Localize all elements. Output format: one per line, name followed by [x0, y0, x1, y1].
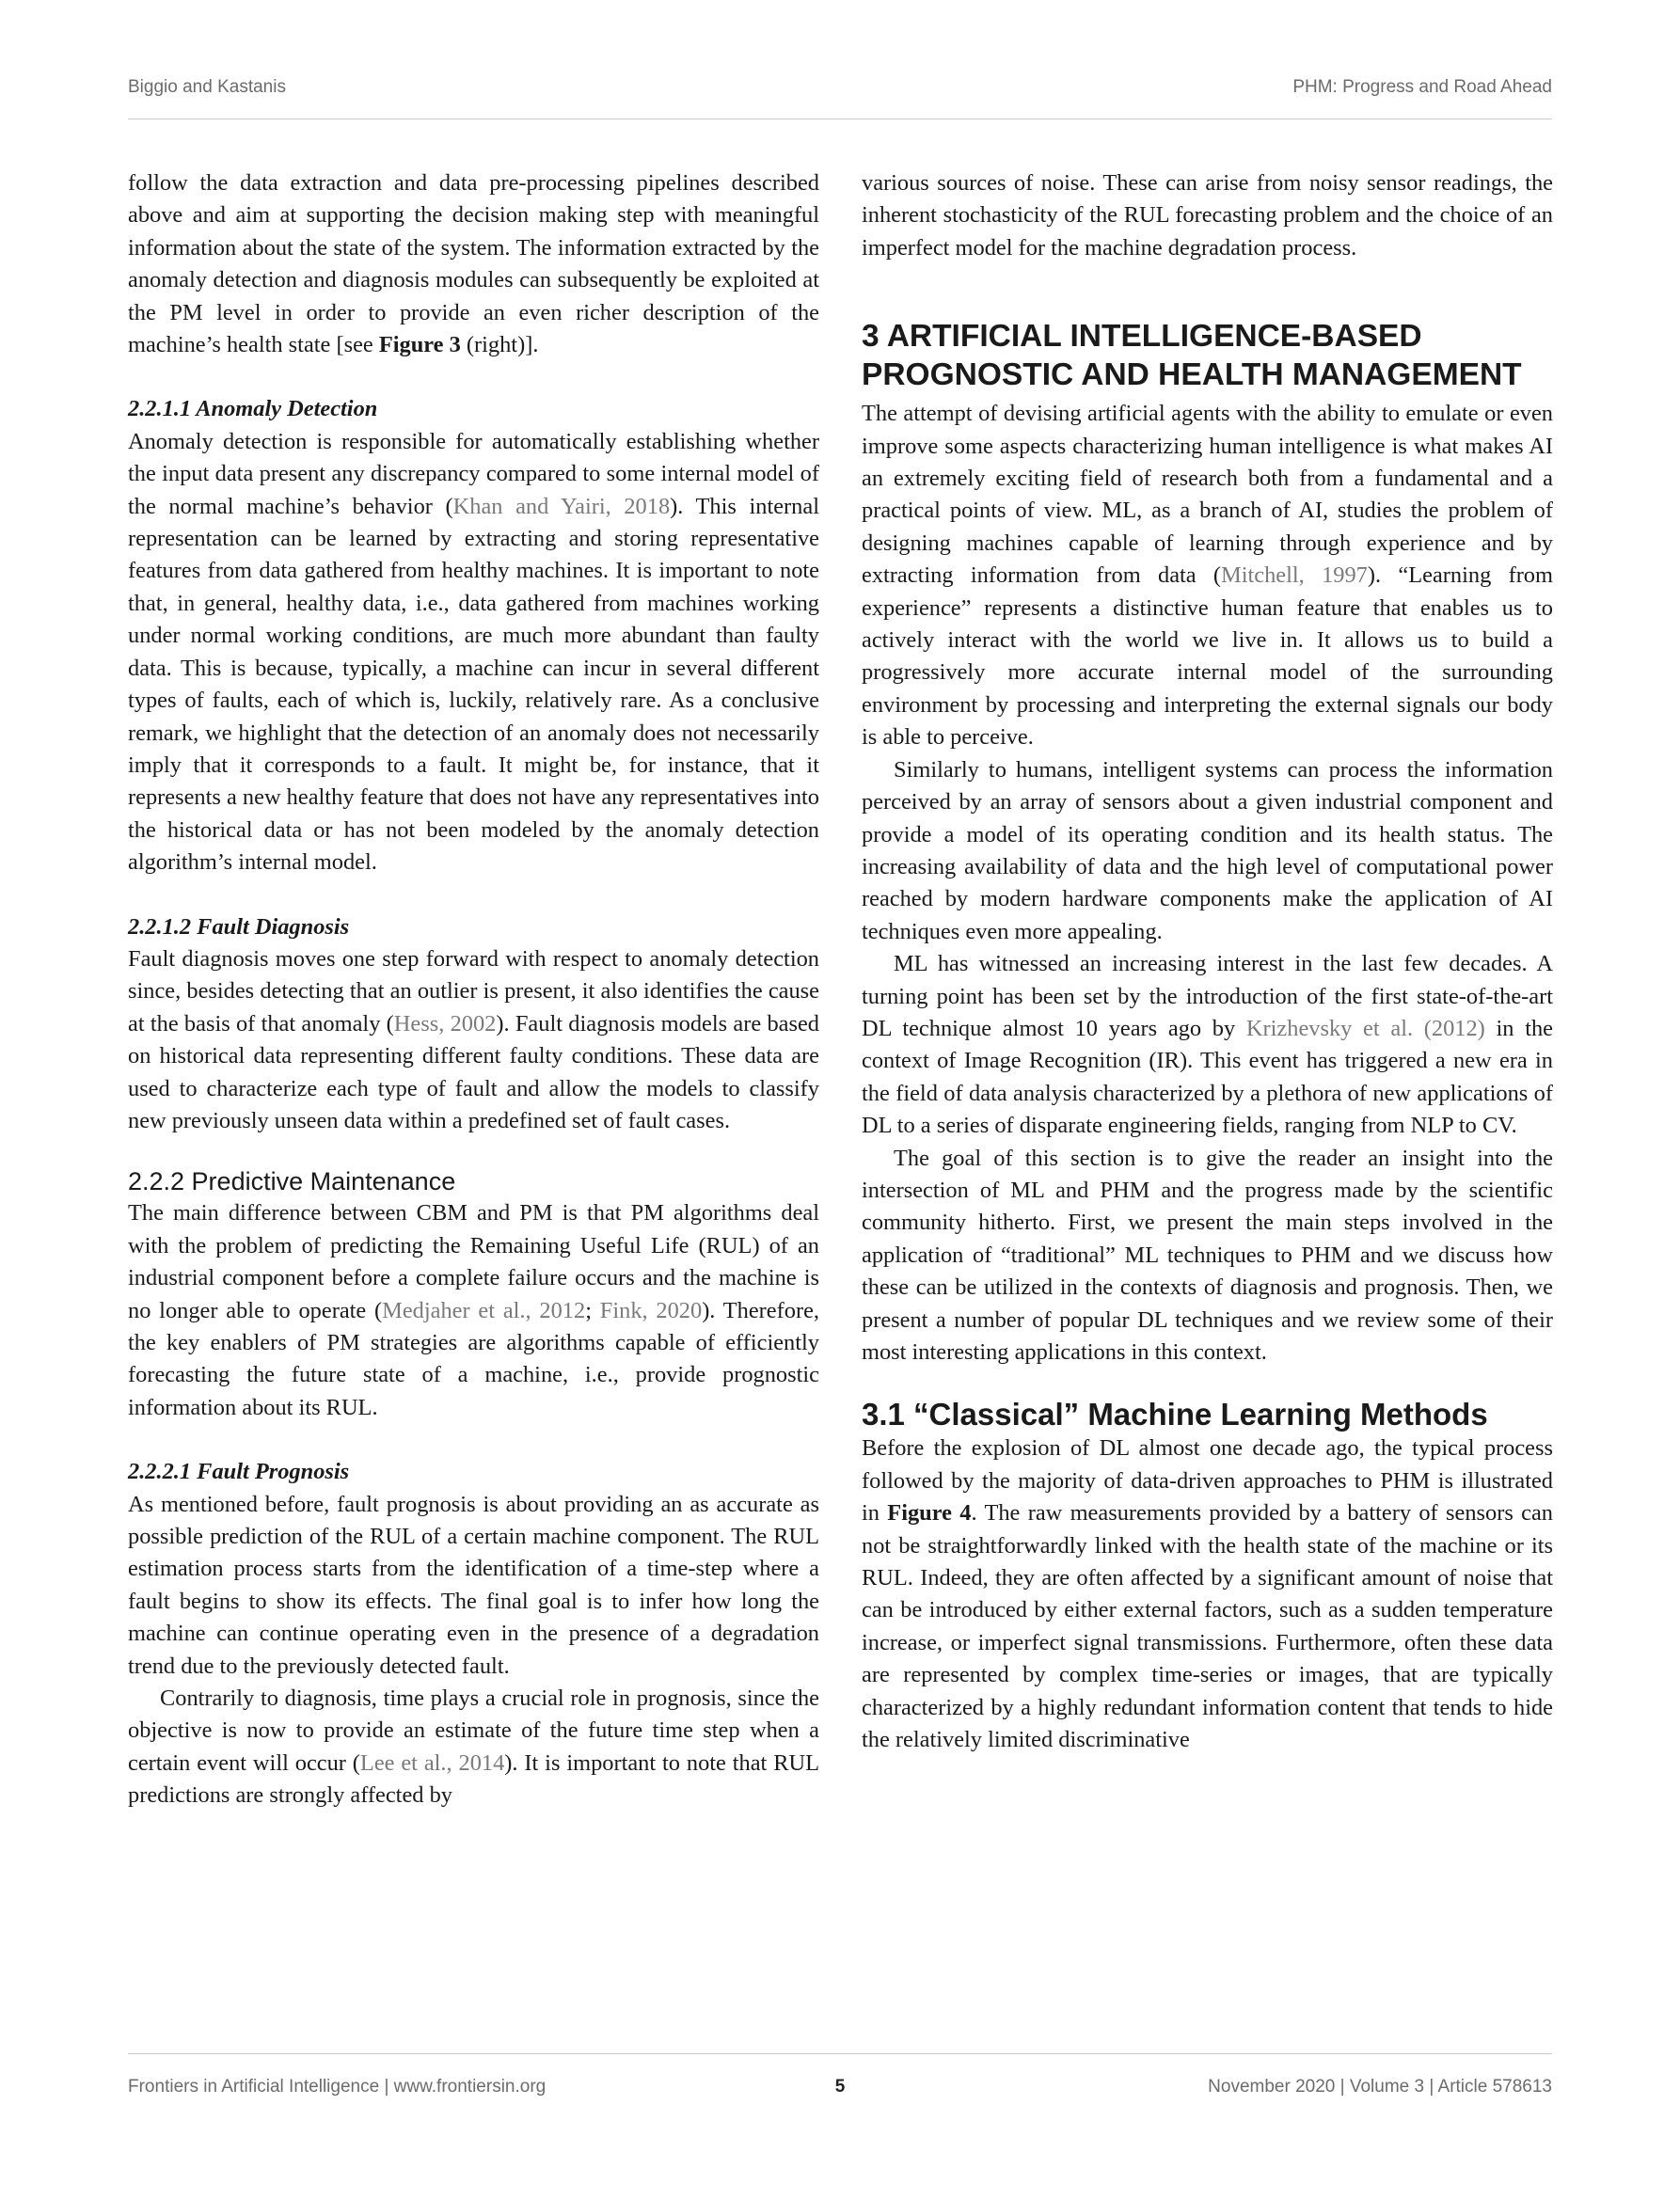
page-number: 5 [834, 2077, 846, 2097]
prognosis-paragraph-2 [128, 1683, 819, 1812]
page-footer [128, 2077, 1552, 2105]
intro-text: follow the data extraction and data pre-processing pipelines described above and aim at supporting the decision making step with meaningful information about the state of the system. The information extracted by the anomaly detection and diagnosis modules can subsequently be exploited at the PM level in order to provide an even richer description of the machine’s health state [see [128, 170, 819, 358]
footer-issue: November 2020 | Volume 3 | Article 578613 [1208, 2077, 1552, 2097]
citation-hess[interactable]: Hess, 2002 [393, 1010, 497, 1037]
s3-text-a: The attempt of devising artificial agents with the ability to emulate or even improve some aspects characterizing human intelligence is what makes AI an extremely exciting field of research both from a fundamental and a practical points of view. ML, as a branch of AI, studies the problem of designing machines capable of learning through experience and by extracting information from data ( [862, 401, 1553, 589]
s3p3-text-a: ML has witnessed an increasing interest in the last few decades. A turning point has been set by the introduction of the first state-of-the-art DL technique almost 10 years ago by [862, 951, 1553, 1041]
prognosis-paragraph-1: As mentioned before, fault prognosis is about providing an as accurate as possible prediction of the RUL of a certain machine component. The RUL estimation process starts from the identification of a time-step where a fault begins to show its effects. The final goal is to infer how long the machine can continue operating even in the presence of a degradation trend due to the previously detected fault. [128, 1491, 819, 1679]
anomaly-text-a: Anomaly detection is responsible for automatically establishing whether the input data present any discrepancy compared to some internal model of the normal machine’s behavior ( [128, 428, 819, 519]
header-authors: Biggio and Kastanis [128, 77, 286, 97]
diagnosis-text-b: ). Fault diagnosis models are based on historical data representing different faulty conditions. These data are used to characterize each type of fault and allow the models to classify new previously unseen data within a predefined set of fault cases. [128, 1010, 819, 1133]
left-column [128, 167, 819, 1812]
heading-anomaly-detection: 2.2.1.1 Anomaly Detection [128, 396, 378, 422]
citation-medjaher[interactable]: Medjaher et al., 2012 [382, 1297, 586, 1323]
section3-paragraph-4: The goal of this section is to give the reader an insight into the intersection of ML and PHM and the progress made by the scientific community hitherto. First, we present the main steps involved in the application of “traditional” ML techniques to PHM and we discuss how these can be utilized in the contexts of diagnosis and prognosis. Then, we present a number of popular DL techniques and we review some of their most interesting applications in this context. [862, 1145, 1553, 1365]
heading-fault-prognosis: 2.2.2.1 Fault Prognosis [128, 1459, 350, 1485]
pm-separator: ; [585, 1297, 600, 1323]
pm-text-b: ). Therefore, the key enablers of PM strategies are algorithms capable of efficiently forecasting the future state of a machine, i.e., provide prognostic information about its RUL. [128, 1297, 819, 1420]
continuation-paragraph: various sources of noise. These can arise from noisy sensor readings, the inherent stochasticity of the RUL forecasting problem and the choice of an imperfect model for the machine degradation process. [862, 170, 1553, 261]
intro-text-end: (right)]. [460, 332, 539, 358]
s31-text-b: . The raw measurements provided by a battery of sensors can not be straightforwardly linked with the health state of the machine or its RUL. Indeed, they are often affected by a significant amount of noise that can be introduced by either external factors, such as a sudden temperature increase, or imperfect signal transmissions. Furthermore, often these data are represented by complex time-series or images, that are typically characterized by a highly redundant information content that tends to hide the relatively limited discriminative [862, 1500, 1553, 1753]
pm-paragraph [128, 1197, 819, 1424]
s3-text-b: ). “Learning from experience” represents a distinctive human feature that enables us to actively interact with the world we live in. It allows us to build a progressively more accurate internal model of the surrounding environment by processing and interpreting the external signals our body is able to perceive. [862, 562, 1553, 751]
diagnosis-paragraph [128, 943, 819, 1137]
running-header [128, 77, 1552, 105]
figure-4-link[interactable]: Figure 4 [887, 1500, 972, 1527]
pm-text-a: The main difference between CBM and PM is that PM algorithms deal with the problem of predicting the Remaining Useful Life (RUL) of an industrial component before a complete failure occurs and the machine is no longer able to operate ( [128, 1200, 819, 1323]
footer-rule [128, 2053, 1552, 2054]
heading-section-3: 3 ARTIFICIAL INTELLIGENCE-BASED PROGNOSTIC AND HEALTH MANAGEMENT [862, 319, 1522, 393]
s31-text-a: Before the explosion of DL almost one decade ago, the typical process followed by the majority of data-driven approaches to PHM is illustrated in [862, 1435, 1553, 1527]
figure-3-link[interactable]: Figure 3 [378, 332, 461, 358]
citation-khan-yairi[interactable]: Khan and Yairi, 2018 [452, 493, 671, 519]
anomaly-paragraph [128, 426, 819, 879]
section3-paragraph-2: Similarly to humans, intelligent systems can process the information perceived by an array of sensors about a given industrial component and provide a model of its operating condition and its health status. The increasing availability of data and the high level of computational power reached by modern hardware components make the application of AI techniques even more appealing. [862, 756, 1553, 944]
diagnosis-text-a: Fault diagnosis moves one step forward with respect to anomaly detection since, besides detecting that an outlier is present, it also identifies the cause at the basis of that anomaly ( [128, 945, 819, 1037]
prognosis-text-a: Contrarily to diagnosis, time plays a crucial role in prognosis, since the objective is now to provide an estimate of the future time step when a certain event will occur ( [128, 1686, 819, 1776]
citation-krizhevsky[interactable]: Krizhevsky et al. (2012) [1245, 1015, 1485, 1041]
citation-fink[interactable]: Fink, 2020 [599, 1297, 703, 1323]
s3p3-text-b: in the context of Image Recognition (IR). This event has triggered a new era in the field of data analysis characterized by a plethora of new applications of DL to a series of disparate engineering fields, ranging from NLP to CV. [862, 1015, 1554, 1139]
section31-paragraph [862, 1432, 1553, 1756]
anomaly-text-b: ). This internal representation can be learned by extracting and storing representative features from data gathered from healthy machines. It is important to note that, in general, healthy data, i.e., data gathered from machines working under normal working conditions, are much more abundant than faulty data. This is because, typically, a machine can incur in several different types of faults, each of which is, luckily, relatively rare. As a conclusive remark, we highlight that the detection of an anomaly does not necessarily imply that it corresponds to a fault. It might be, for instance, that it represents a new healthy feature that does not have any representatives into the historical data or has not been modeled by the anomaly detection algorithm’s internal model. [128, 493, 819, 876]
heading-section-3-1: 3.1 “Classical” Machine Learning Methods [862, 1397, 1488, 1432]
citation-mitchell[interactable]: Mitchell, 1997 [1221, 562, 1368, 589]
prognosis-text-b: ). It is important to note that RUL predictions are strongly affected by [128, 1749, 819, 1809]
citation-lee[interactable]: Lee et al., 2014 [359, 1749, 505, 1776]
header-short-title: PHM: Progress and Road Ahead [1292, 77, 1552, 97]
section3-paragraph-1 [862, 398, 1553, 753]
intro-paragraph [128, 167, 819, 361]
section3-paragraph-3 [862, 948, 1553, 1142]
footer-journal[interactable]: Frontiers in Artificial Intelligence | www.frontiersin.org [128, 2077, 547, 2097]
heading-fault-diagnosis: 2.2.1.2 Fault Diagnosis [128, 913, 350, 940]
heading-predictive-maintenance: 2.2.2 Predictive Maintenance [128, 1167, 456, 1196]
right-column [862, 167, 1553, 1756]
